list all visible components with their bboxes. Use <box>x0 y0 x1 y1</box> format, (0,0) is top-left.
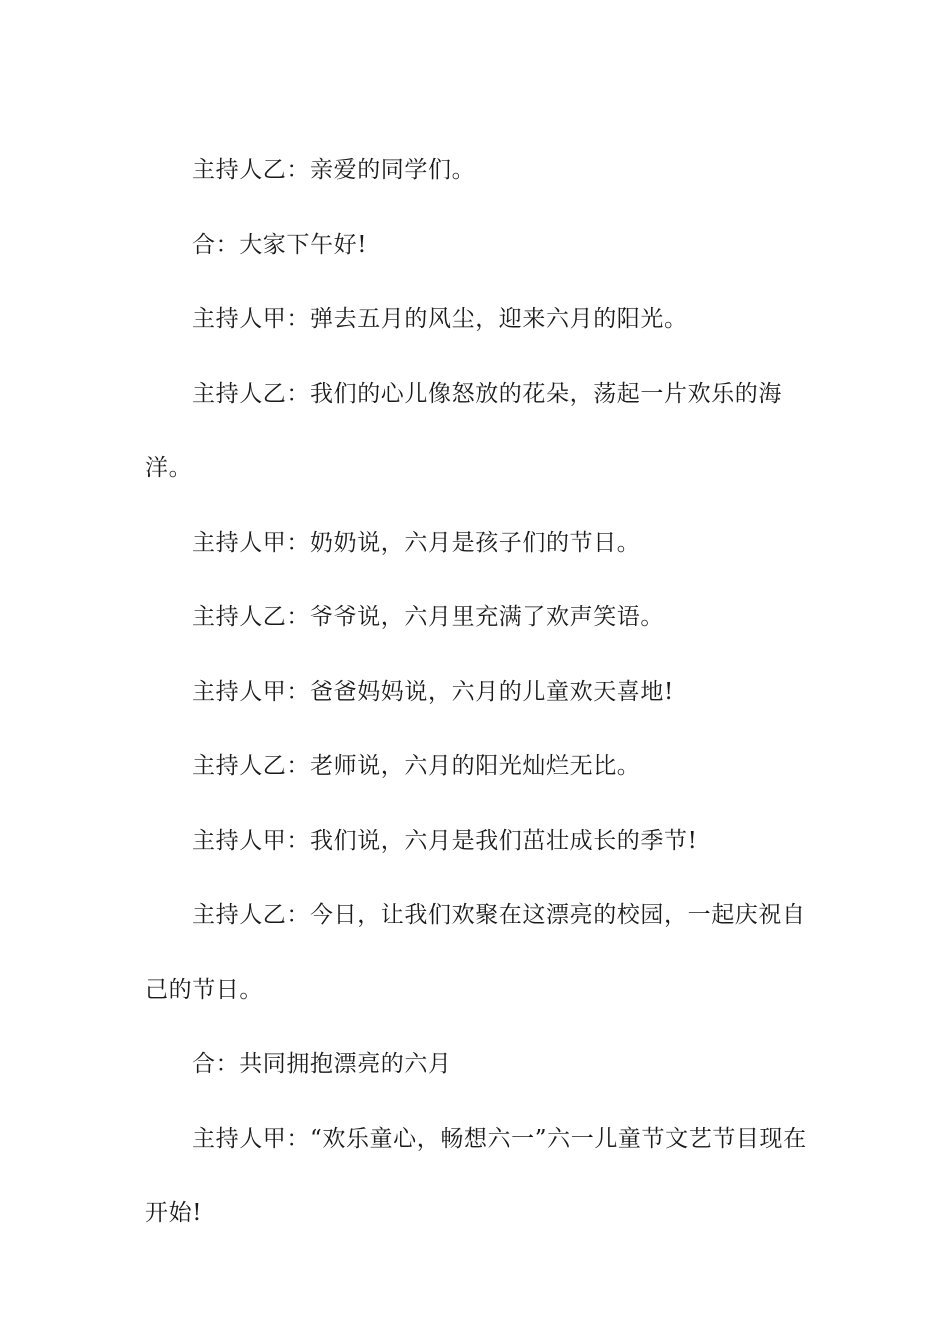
paragraph: 主持人甲：我们说，六月是我们茁壮成长的季节! <box>192 827 698 854</box>
document-body <box>145 133 807 1251</box>
paragraph: 主持人乙：爷爷说，六月里充满了欢声笑语。 <box>192 604 664 630</box>
paragraph: 主持人甲：“欢乐童心，畅想六一”六一儿童节文艺节目现在开始! <box>145 1125 807 1226</box>
paragraph: 主持人乙：今日，让我们欢聚在这漂亮的校园，一起庆祝自己的节日。 <box>145 902 806 1003</box>
paragraph: 主持人甲：弹去五月的风尘，迎来六月的阳光。 <box>192 306 688 332</box>
paragraph: 主持人甲：奶奶说，六月是孩子们的节日。 <box>192 529 641 556</box>
paragraph: 主持人乙：我们的心儿像怒放的花朵，荡起一片欢乐的海洋。 <box>145 380 782 481</box>
paragraph: 主持人乙：亲爱的同学们。 <box>192 157 476 183</box>
paragraph: 合：共同拥抱漂亮的六月 <box>192 1051 452 1077</box>
paragraph: 合：大家下午好! <box>192 231 368 258</box>
paragraph: 主持人甲：爸爸妈妈说，六月的儿童欢天喜地! <box>192 678 674 705</box>
paragraph: 主持人乙：老师说，六月的阳光灿烂无比。 <box>192 753 641 779</box>
